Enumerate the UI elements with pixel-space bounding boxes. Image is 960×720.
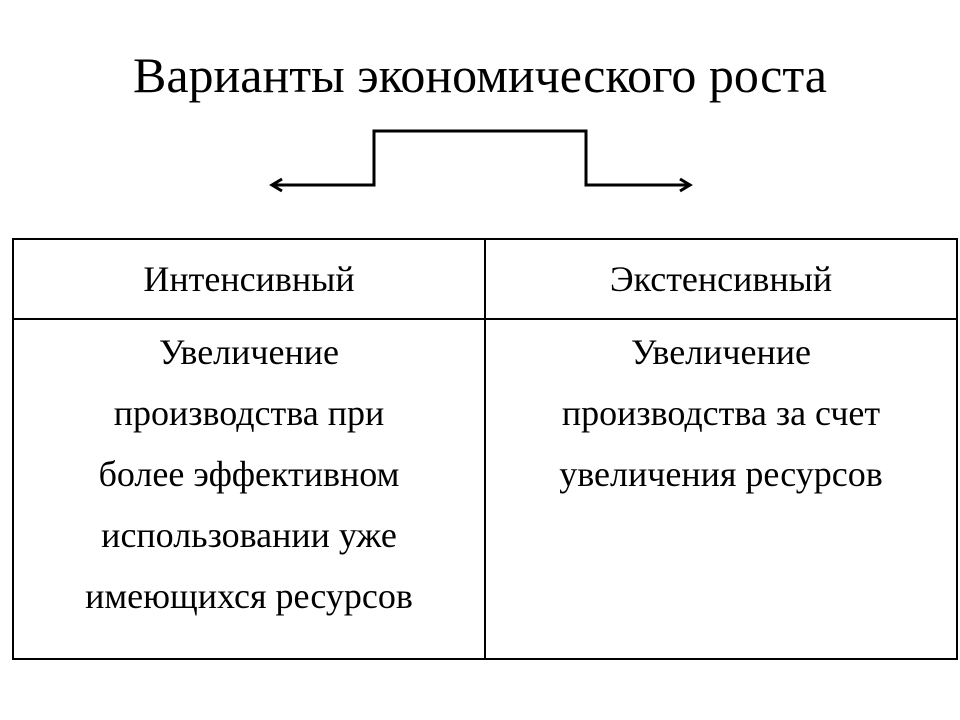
intensive-description-line: Увеличение <box>158 332 340 372</box>
diagram-title: Варианты экономического роста <box>133 47 827 103</box>
extensive-description-line: производства за счет <box>561 393 881 433</box>
extensive-heading: Экстенсивный <box>485 239 957 319</box>
extensive-description-line: Увеличение <box>630 332 812 372</box>
extensive-description <box>485 319 957 659</box>
intensive-description <box>13 319 485 659</box>
growth-types-table <box>12 238 958 660</box>
table-header-row <box>13 239 957 319</box>
intensive-description-line: производства при <box>113 393 385 433</box>
extensive-description-line: увеличения ресурсов <box>559 454 883 494</box>
connector-line <box>272 131 690 185</box>
intensive-heading: Интенсивный <box>13 239 485 319</box>
intensive-description-line: более эффективном <box>98 454 400 494</box>
branch-connector <box>0 0 960 240</box>
intensive-description-line: имеющихся ресурсов <box>85 576 413 616</box>
table-body-row <box>13 319 957 659</box>
intensive-description-line: использовании уже <box>101 515 397 555</box>
